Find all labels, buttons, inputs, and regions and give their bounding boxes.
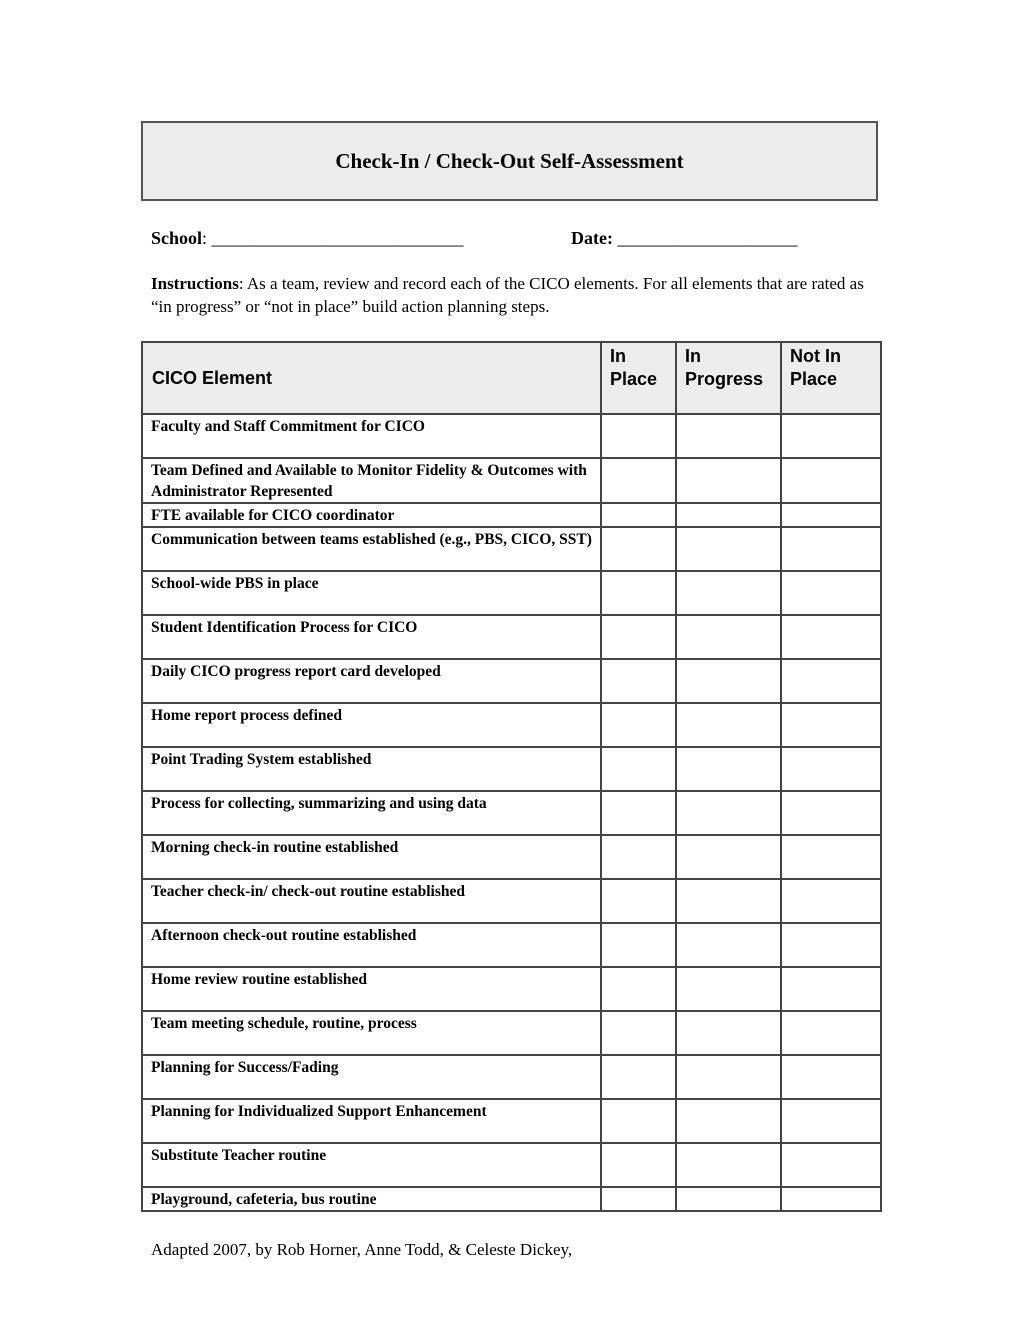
not-in-place-cell[interactable] [781, 967, 881, 1011]
element-label: Team meeting schedule, routine, process [142, 1011, 601, 1055]
not-in-place-cell[interactable] [781, 747, 881, 791]
in-place-cell[interactable] [601, 703, 676, 747]
in-place-cell[interactable] [601, 791, 676, 835]
table-row [142, 703, 881, 747]
table-row [142, 1187, 881, 1211]
not-in-place-cell[interactable] [781, 571, 881, 615]
table-row [142, 527, 881, 571]
in-place-cell[interactable] [601, 615, 676, 659]
not-in-place-cell[interactable] [781, 659, 881, 703]
table-row [142, 503, 881, 527]
table-row [142, 1055, 881, 1099]
in-place-cell[interactable] [601, 527, 676, 571]
date-line [571, 228, 797, 249]
in-place-cell[interactable] [601, 571, 676, 615]
not-in-place-cell[interactable] [781, 414, 881, 458]
in-place-cell[interactable] [601, 414, 676, 458]
in-place-cell[interactable] [601, 659, 676, 703]
in-place-cell[interactable] [601, 1143, 676, 1187]
in-progress-cell[interactable] [676, 1099, 781, 1143]
table-row [142, 1099, 881, 1143]
school-label: School [151, 228, 203, 248]
header-in-place: In Place [601, 342, 676, 414]
header-not-in-place: Not In Place [781, 342, 881, 414]
header-in-progress: In Progress [676, 342, 781, 414]
in-place-cell[interactable] [601, 879, 676, 923]
table-row [142, 659, 881, 703]
not-in-place-cell[interactable] [781, 1187, 881, 1211]
element-label: Afternoon check-out routine established [142, 923, 601, 967]
element-label: Communication between teams established (e.g., PBS, CICO, SST) [142, 527, 601, 571]
element-label: Morning check-in routine established [142, 835, 601, 879]
in-place-cell[interactable] [601, 1099, 676, 1143]
instructions-text: : As a team, review and record each of the CICO elements. For all elements that are rated as “in progress” or “not in place” build action planning steps. [151, 274, 864, 316]
instructions [151, 272, 881, 318]
not-in-place-cell[interactable] [781, 923, 881, 967]
not-in-place-cell[interactable] [781, 791, 881, 835]
date-blank: ____________________ [617, 228, 798, 248]
element-label: Teacher check-in/ check-out routine established [142, 879, 601, 923]
instructions-label: Instructions [151, 274, 239, 293]
in-place-cell[interactable] [601, 835, 676, 879]
table-header-row [142, 342, 881, 414]
element-label: Faculty and Staff Commitment for CICO [142, 414, 601, 458]
in-place-cell[interactable] [601, 458, 676, 503]
table-row [142, 1011, 881, 1055]
table-row [142, 835, 881, 879]
not-in-place-cell[interactable] [781, 1099, 881, 1143]
in-progress-cell[interactable] [676, 967, 781, 1011]
table-row [142, 879, 881, 923]
in-place-cell[interactable] [601, 1187, 676, 1211]
date-label: Date: [571, 228, 613, 248]
in-place-cell[interactable] [601, 747, 676, 791]
in-progress-cell[interactable] [676, 835, 781, 879]
not-in-place-cell[interactable] [781, 1143, 881, 1187]
not-in-place-cell[interactable] [781, 1011, 881, 1055]
table-row [142, 1143, 881, 1187]
school-blank: ____________________________ [211, 228, 464, 248]
in-place-cell[interactable] [601, 503, 676, 527]
in-place-cell[interactable] [601, 967, 676, 1011]
element-label: Team Defined and Available to Monitor Fidelity & Outcomes with Administrator Represented [142, 458, 601, 503]
not-in-place-cell[interactable] [781, 1055, 881, 1099]
table-row [142, 791, 881, 835]
table-row [142, 923, 881, 967]
in-progress-cell[interactable] [676, 1143, 781, 1187]
not-in-place-cell[interactable] [781, 503, 881, 527]
in-progress-cell[interactable] [676, 1011, 781, 1055]
in-progress-cell[interactable] [676, 1055, 781, 1099]
not-in-place-cell[interactable] [781, 615, 881, 659]
table-row [142, 615, 881, 659]
title-box [141, 121, 878, 201]
in-progress-cell[interactable] [676, 458, 781, 503]
table-row [142, 571, 881, 615]
table-row [142, 414, 881, 458]
not-in-place-cell[interactable] [781, 458, 881, 503]
element-label: Process for collecting, summarizing and using data [142, 791, 601, 835]
in-progress-cell[interactable] [676, 571, 781, 615]
footer-credit: Adapted 2007, by Rob Horner, Anne Todd, & Celeste Dickey, [151, 1240, 573, 1259]
table-row [142, 967, 881, 1011]
cico-table [141, 341, 882, 1212]
not-in-place-cell[interactable] [781, 703, 881, 747]
in-progress-cell[interactable] [676, 923, 781, 967]
in-place-cell[interactable] [601, 1011, 676, 1055]
element-label: Home report process defined [142, 703, 601, 747]
element-label: School-wide PBS in place [142, 571, 601, 615]
in-progress-cell[interactable] [676, 414, 781, 458]
page-title: Check-In / Check-Out Self-Assessment [335, 148, 684, 173]
header-cico-element: CICO Element [142, 342, 601, 414]
in-progress-cell[interactable] [676, 527, 781, 571]
element-label: Planning for Success/Fading [142, 1055, 601, 1099]
in-progress-cell[interactable] [676, 703, 781, 747]
element-label: FTE available for CICO coordinator [142, 503, 601, 527]
in-progress-cell[interactable] [676, 1187, 781, 1211]
not-in-place-cell[interactable] [781, 835, 881, 879]
element-label: Playground, cafeteria, bus routine [142, 1187, 601, 1211]
element-label: Student Identification Process for CICO [142, 615, 601, 659]
in-place-cell[interactable] [601, 1055, 676, 1099]
element-label: Point Trading System established [142, 747, 601, 791]
not-in-place-cell[interactable] [781, 879, 881, 923]
not-in-place-cell[interactable] [781, 527, 881, 571]
table-row [142, 458, 881, 503]
element-label: Planning for Individualized Support Enhancement [142, 1099, 601, 1143]
in-progress-cell[interactable] [676, 615, 781, 659]
in-progress-cell[interactable] [676, 791, 781, 835]
element-label: Daily CICO progress report card developed [142, 659, 601, 703]
element-label: Home review routine established [142, 967, 601, 1011]
element-label: Substitute Teacher routine [142, 1143, 601, 1187]
in-progress-cell[interactable] [676, 879, 781, 923]
in-progress-cell[interactable] [676, 659, 781, 703]
in-progress-cell[interactable] [676, 747, 781, 791]
table-row [142, 747, 881, 791]
in-progress-cell[interactable] [676, 503, 781, 527]
in-place-cell[interactable] [601, 923, 676, 967]
school-line: School: ____________________________ [151, 228, 464, 248]
